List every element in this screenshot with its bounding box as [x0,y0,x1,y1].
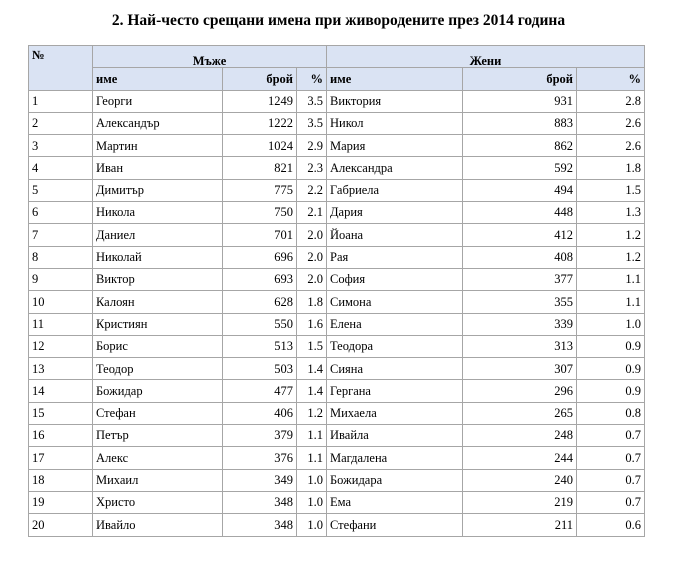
male-percent-cell: 2.9 [297,135,327,157]
male-percent-cell: 2.1 [297,202,327,224]
female-count-cell: 883 [463,112,577,134]
female-count-cell: 408 [463,246,577,268]
male-count-cell: 696 [223,246,297,268]
male-percent-cell: 3.5 [297,112,327,134]
male-percent-cell: 1.5 [297,335,327,357]
row-number: 1 [29,90,93,112]
female-percent-cell: 2.6 [577,135,645,157]
male-name-cell: Димитър [93,179,223,201]
table-row [29,135,645,157]
row-number: 5 [29,179,93,201]
table-row [29,491,645,513]
male-percent-cell: 1.1 [297,447,327,469]
male-count-cell: 821 [223,157,297,179]
female-name-cell: Ема [327,491,463,513]
female-name-cell: Михаела [327,402,463,424]
table-row [29,335,645,357]
male-name-cell: Алекс [93,447,223,469]
female-name-cell: Гергана [327,380,463,402]
table-row [29,425,645,447]
female-count-cell: 248 [463,425,577,447]
female-count-cell: 240 [463,469,577,491]
female-percent-cell: 1.3 [577,202,645,224]
table-row [29,358,645,380]
female-name-cell: Стефани [327,514,463,536]
male-group-header: Мъже [93,46,327,68]
male-percent-cell: 1.8 [297,291,327,313]
female-count-cell: 412 [463,224,577,246]
row-number: 17 [29,447,93,469]
male-name-cell: Александър [93,112,223,134]
female-count-cell: 355 [463,291,577,313]
male-count-cell: 513 [223,335,297,357]
female-name-cell: Виктория [327,90,463,112]
male-percent-cell: 1.0 [297,514,327,536]
row-number: 6 [29,202,93,224]
number-column-header: № [29,46,93,91]
male-name-cell: Николай [93,246,223,268]
table-row [29,514,645,536]
female-name-cell: София [327,268,463,290]
female-count-cell: 307 [463,358,577,380]
male-count-cell: 701 [223,224,297,246]
table-row [29,291,645,313]
male-name-cell: Теодор [93,358,223,380]
male-count-cell: 348 [223,514,297,536]
male-name-cell: Даниел [93,224,223,246]
row-number: 10 [29,291,93,313]
female-name-cell: Теодора [327,335,463,357]
female-percent-cell: 0.9 [577,335,645,357]
male-percent-cell: 1.0 [297,469,327,491]
male-count-cell: 348 [223,491,297,513]
female-name-cell: Сияна [327,358,463,380]
male-percent-cell: 1.0 [297,491,327,513]
male-name-column-header: име [93,68,223,90]
table-column-header-row [29,68,645,90]
female-percent-cell: 0.7 [577,425,645,447]
female-percent-cell: 2.6 [577,112,645,134]
female-count-cell: 219 [463,491,577,513]
row-number: 11 [29,313,93,335]
female-percent-column-header: % [577,68,645,90]
male-count-cell: 1222 [223,112,297,134]
male-name-cell: Христо [93,491,223,513]
female-percent-cell: 1.1 [577,268,645,290]
female-count-cell: 339 [463,313,577,335]
female-count-cell: 313 [463,335,577,357]
female-name-cell: Магдалена [327,447,463,469]
female-name-cell: Дария [327,202,463,224]
female-name-cell: Габриела [327,179,463,201]
male-percent-column-header: % [297,68,327,90]
row-number: 8 [29,246,93,268]
male-count-cell: 1249 [223,90,297,112]
row-number: 12 [29,335,93,357]
male-percent-cell: 2.0 [297,268,327,290]
female-count-cell: 244 [463,447,577,469]
male-name-cell: Иван [93,157,223,179]
female-count-cell: 931 [463,90,577,112]
male-percent-cell: 2.0 [297,224,327,246]
male-name-cell: Виктор [93,268,223,290]
row-number: 3 [29,135,93,157]
page-title: 2. Най-често срещани имена при живородените през 2014 година [111,12,566,29]
male-count-cell: 406 [223,402,297,424]
row-number: 13 [29,358,93,380]
female-name-cell: Рая [327,246,463,268]
female-name-cell: Никол [327,112,463,134]
female-percent-cell: 0.7 [577,491,645,513]
male-name-cell: Никола [93,202,223,224]
female-count-cell: 265 [463,402,577,424]
male-count-cell: 628 [223,291,297,313]
female-percent-cell: 2.8 [577,90,645,112]
female-count-cell: 211 [463,514,577,536]
row-number: 19 [29,491,93,513]
table-row [29,268,645,290]
row-number: 18 [29,469,93,491]
table-row [29,224,645,246]
table-row [29,447,645,469]
male-name-cell: Божидар [93,380,223,402]
male-name-cell: Борис [93,335,223,357]
male-percent-cell: 2.2 [297,179,327,201]
female-count-column-header: брой [463,68,577,90]
male-count-cell: 750 [223,202,297,224]
male-count-cell: 1024 [223,135,297,157]
female-percent-cell: 1.2 [577,224,645,246]
row-number: 16 [29,425,93,447]
male-count-column-header: брой [223,68,297,90]
female-percent-cell: 1.1 [577,291,645,313]
female-name-cell: Александра [327,157,463,179]
female-percent-cell: 0.9 [577,380,645,402]
male-percent-cell: 1.4 [297,358,327,380]
table-body [29,90,645,536]
table-group-header-row [29,46,645,68]
table-row [29,380,645,402]
male-percent-cell: 1.6 [297,313,327,335]
female-group-header: Жени [327,46,645,68]
female-count-cell: 592 [463,157,577,179]
male-name-cell: Кристиян [93,313,223,335]
female-count-cell: 862 [463,135,577,157]
female-percent-cell: 1.2 [577,246,645,268]
male-percent-cell: 1.4 [297,380,327,402]
table-row [29,90,645,112]
row-number: 15 [29,402,93,424]
female-name-column-header: име [327,68,463,90]
row-number: 4 [29,157,93,179]
male-count-cell: 503 [223,358,297,380]
table-row [29,313,645,335]
female-percent-cell: 0.9 [577,358,645,380]
female-percent-cell: 0.7 [577,447,645,469]
row-number: 14 [29,380,93,402]
male-percent-cell: 3.5 [297,90,327,112]
male-count-cell: 693 [223,268,297,290]
row-number: 2 [29,112,93,134]
row-number: 9 [29,268,93,290]
row-number: 20 [29,514,93,536]
male-count-cell: 376 [223,447,297,469]
female-name-cell: Ивайла [327,425,463,447]
male-name-cell: Ивайло [93,514,223,536]
table-row [29,179,645,201]
female-count-cell: 448 [463,202,577,224]
male-percent-cell: 1.1 [297,425,327,447]
female-name-cell: Божидара [327,469,463,491]
male-name-cell: Калоян [93,291,223,313]
male-count-cell: 379 [223,425,297,447]
male-name-cell: Георги [93,90,223,112]
names-table [28,45,645,537]
table-row [29,112,645,134]
male-name-cell: Петър [93,425,223,447]
male-percent-cell: 2.0 [297,246,327,268]
female-name-cell: Йоана [327,224,463,246]
female-count-cell: 296 [463,380,577,402]
female-count-cell: 494 [463,179,577,201]
female-name-cell: Симона [327,291,463,313]
table-row [29,469,645,491]
female-name-cell: Мария [327,135,463,157]
female-percent-cell: 0.6 [577,514,645,536]
row-number: 7 [29,224,93,246]
female-percent-cell: 0.8 [577,402,645,424]
female-count-cell: 377 [463,268,577,290]
table-row [29,157,645,179]
male-count-cell: 477 [223,380,297,402]
table-row [29,246,645,268]
table-row [29,402,645,424]
female-percent-cell: 0.7 [577,469,645,491]
female-name-cell: Елена [327,313,463,335]
male-count-cell: 775 [223,179,297,201]
male-name-cell: Мартин [93,135,223,157]
female-percent-cell: 1.5 [577,179,645,201]
female-percent-cell: 1.0 [577,313,645,335]
male-name-cell: Стефан [93,402,223,424]
female-percent-cell: 1.8 [577,157,645,179]
male-percent-cell: 1.2 [297,402,327,424]
male-name-cell: Михаил [93,469,223,491]
male-percent-cell: 2.3 [297,157,327,179]
male-count-cell: 550 [223,313,297,335]
table-row [29,202,645,224]
male-count-cell: 349 [223,469,297,491]
